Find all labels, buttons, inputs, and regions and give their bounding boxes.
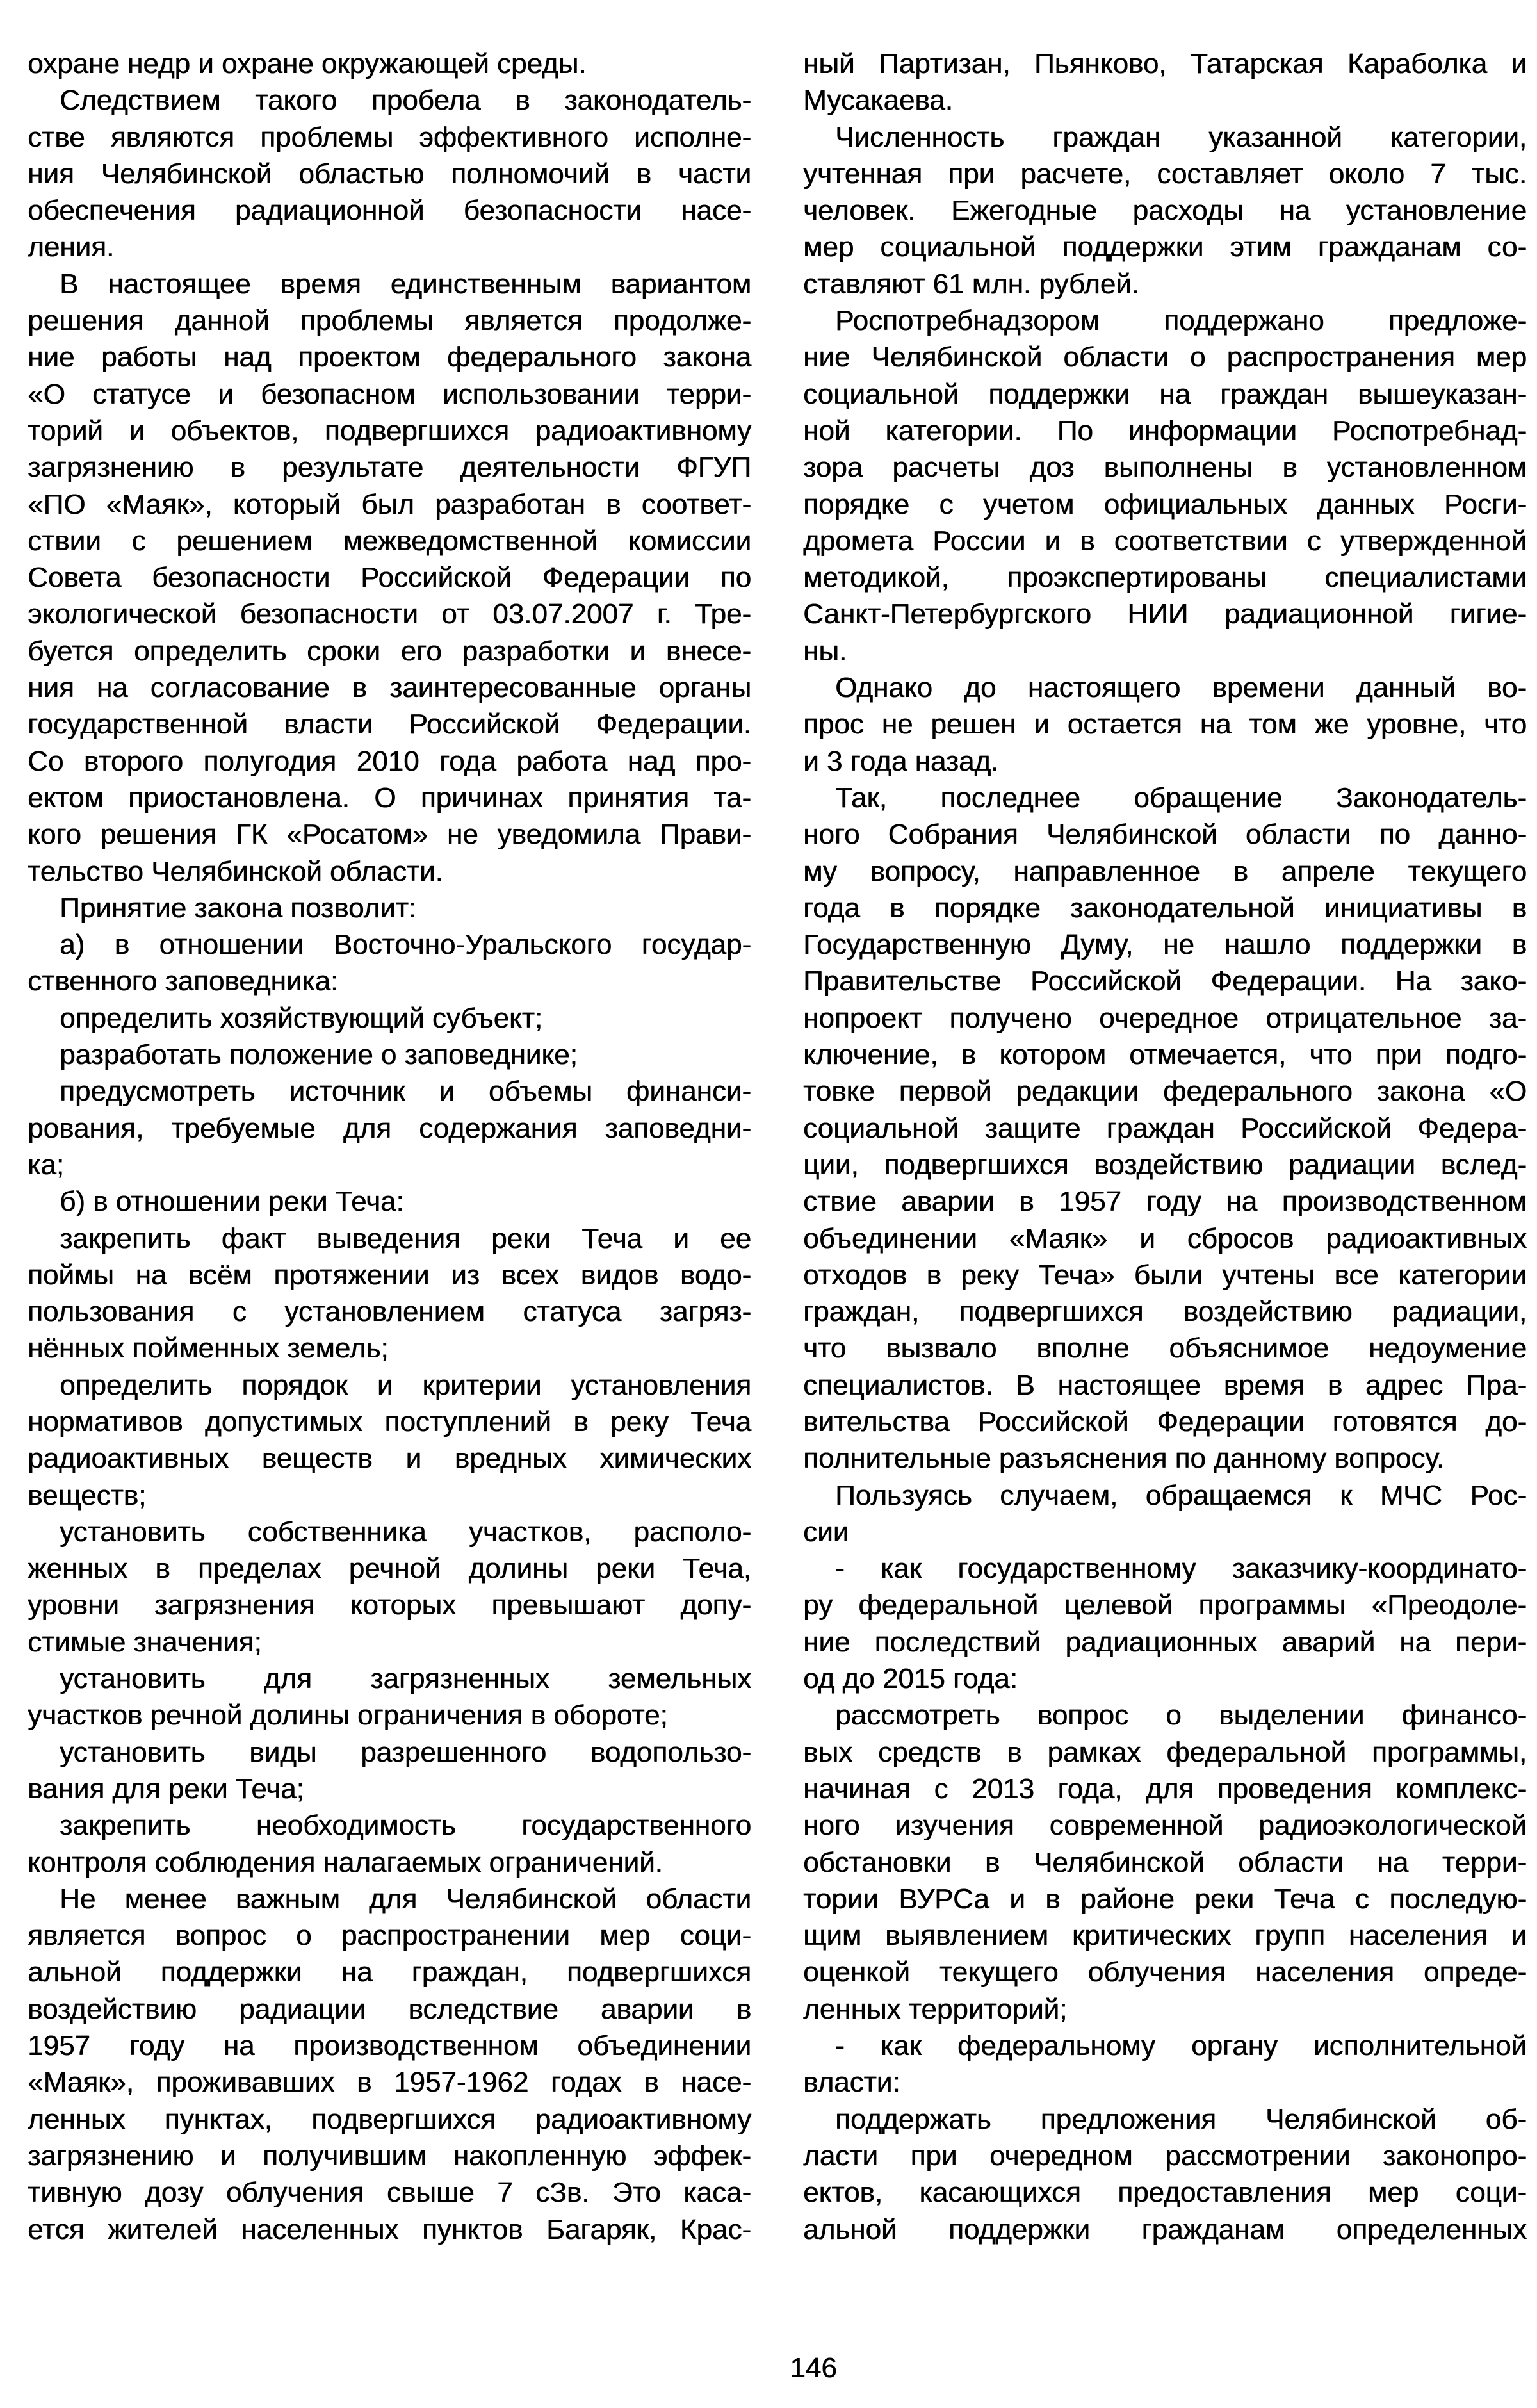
text-line: стимые значения;: [28, 1626, 262, 1658]
text-line: человек. Ежегодные расходы на установление: [803, 195, 1527, 227]
text-line: радиоактивных веществ и вредных химических: [28, 1443, 751, 1475]
text-line: Санкт-Петербургского НИИ радиационной гигие-: [803, 598, 1527, 630]
text-line: альной поддержки гражданам определенных: [803, 2213, 1527, 2245]
paragraph: [28, 890, 751, 926]
paragraph: [803, 1697, 1527, 2027]
text-line: контроля соблюдения налагаемых ограничений.: [28, 1846, 663, 1878]
text-line: ного Собрания Челябинской области по данно-: [803, 819, 1527, 851]
text-line: б) в отношении реки Теча:: [60, 1186, 404, 1218]
paragraph: [28, 1183, 751, 1220]
text-line: предусмотреть источник и объемы финанси-: [60, 1076, 751, 1108]
paragraph: [803, 669, 1527, 780]
text-line: Роспотребнадзором поддержано предложе-: [835, 305, 1527, 337]
text-line: поддержать предложения Челябинской об-: [835, 2103, 1527, 2135]
paragraph: [803, 780, 1527, 1477]
text-line: ставляют 61 млн. рублей.: [803, 268, 1139, 300]
text-line: ется жителей населенных пунктов Багаряк, Крас-: [28, 2213, 751, 2245]
right-column: [803, 45, 1527, 2248]
text-line: альной поддержки на граждан, подвергшихся: [28, 1956, 751, 1988]
text-line: рассмотреть вопрос о выделении финансо-: [835, 1700, 1527, 1732]
text-line: определить хозяйствующий субъект;: [60, 1002, 543, 1034]
text-line: ние Челябинской области о распространения мер: [803, 341, 1527, 373]
text-line: обеспечения радиационной безопасности насе-: [28, 195, 751, 227]
text-line: ления.: [28, 231, 115, 263]
text-line: порядке с учетом официальных данных Росги-: [803, 488, 1527, 520]
text-line: ленных пунктах, подвергшихся радиоактивному: [28, 2103, 751, 2135]
text-line: ру федеральной целевой программы «Преодоле-: [803, 1589, 1527, 1621]
text-line: «Маяк», проживавших в 1957-1962 годах в насе-: [28, 2067, 751, 2099]
paragraph: [28, 1220, 751, 1367]
text-line: Мусакаева.: [803, 85, 953, 117]
text-line: стве являются проблемы эффективного исполне-: [28, 121, 751, 153]
text-line: определить порядок и критерии установления: [60, 1369, 751, 1401]
text-line: уровни загрязнения которых превышают допу-: [28, 1589, 751, 1621]
page-number: 146: [790, 2352, 837, 2384]
text-line: тивную дозу облучения свыше 7 сЗв. Это каса-: [28, 2177, 751, 2209]
paragraph: [28, 82, 751, 265]
text-line: закрепить факт выведения реки Теча и ее: [60, 1222, 751, 1254]
text-line: Так, последнее обращение Законодатель-: [835, 782, 1527, 814]
text-line: зора расчеты доз выполнены в установленном: [803, 452, 1527, 484]
text-line: Численность граждан указанной категории,: [835, 121, 1527, 153]
text-line: охране недр и охране окружающей среды.: [28, 48, 587, 79]
text-line: участков речной долины ограничения в обороте;: [28, 1700, 668, 1732]
text-line: од до 2015 года:: [803, 1663, 1018, 1695]
paragraph: [28, 1514, 751, 1660]
text-line: года в порядке законодательной инициативы в: [803, 892, 1527, 924]
text-line: ние последствий радиационных аварий на пери-: [803, 1626, 1527, 1658]
text-line: ние работы над проектом федерального закона: [28, 341, 751, 373]
text-line: рования, требуемые для содержания заповедни-: [28, 1112, 751, 1144]
text-line: является вопрос о распространении мер соци-: [28, 1920, 751, 1952]
text-line: оценкой текущего облучения населения опреде-: [803, 1956, 1527, 1988]
paragraph: [28, 1036, 751, 1073]
text-line: методикой, проэкспертированы специалистами: [803, 562, 1527, 594]
paragraph: [28, 1367, 751, 1514]
paragraph: [28, 926, 751, 1000]
text-line: граждан, подвергшихся воздействию радиации,: [803, 1296, 1527, 1328]
text-line: полнительные разъяснения по данному вопросу.: [803, 1443, 1445, 1475]
text-line: государственной власти Российской Федерации.: [28, 708, 751, 741]
text-line: вительства Российской Федерации готовятся до-: [803, 1405, 1527, 1437]
paragraph: [803, 1477, 1527, 1551]
paragraph: [28, 266, 751, 890]
text-line: ции, подвергшихся воздействию радиации вслед-: [803, 1149, 1527, 1181]
text-line: ния на согласование в заинтересованные органы: [28, 672, 751, 704]
text-line: ния Челябинской областью полномочий в части: [28, 158, 751, 190]
text-line: специалистов. В настоящее время в адрес Пра-: [803, 1369, 1527, 1401]
text-line: разработать положение о заповеднике;: [60, 1039, 578, 1071]
paragraph: [803, 2101, 1527, 2248]
paragraph: [803, 45, 1527, 119]
text-line: ектов, касающихся предоставления мер соци-: [803, 2177, 1527, 2209]
paragraph: [28, 1881, 751, 2248]
text-line: ствие аварии в 1957 году на производственном: [803, 1186, 1527, 1218]
paragraph: [28, 1734, 751, 1808]
text-line: ный Партизан, Пьянково, Татарская Караболка и: [803, 48, 1527, 79]
text-line: воздействию радиации вследствие аварии в: [28, 1993, 751, 2025]
text-line: тории ВУРСа и в районе реки Теча с последую-: [803, 1883, 1527, 1915]
text-line: - как государственному заказчику-координато-: [835, 1553, 1527, 1585]
text-line: нопроект получено очередное отрицательное за-: [803, 1002, 1527, 1034]
text-line: ектом приостановлена. О причинах принятия та-: [28, 782, 751, 814]
text-line: му вопросу, направленное в апреле текущего: [803, 855, 1527, 887]
text-line: вания для реки Теча;: [28, 1773, 304, 1805]
text-line: а) в отношении Восточно-Уральского государ-: [60, 929, 751, 961]
paragraph: [28, 45, 751, 82]
text-line: Со второго полугодия 2010 года работа над про-: [28, 745, 751, 777]
text-line: женных в пределах речной долины реки Теча,: [28, 1553, 751, 1585]
text-line: закрепить необходимость государственного: [60, 1810, 751, 1842]
text-line: щим выявлением критических групп населения и: [803, 1920, 1527, 1952]
text-line: установить собственника участков, располо-: [60, 1516, 751, 1548]
text-line: поймы на всём протяжении из всех видов водо-: [28, 1259, 751, 1291]
text-line: Не менее важным для Челябинской области: [60, 1883, 751, 1915]
text-line: установить виды разрешенного водопользо-: [60, 1736, 751, 1768]
text-line: вых средств в рамках федеральной программы,: [803, 1736, 1527, 1768]
text-line: ного изучения современной радиоэкологической: [803, 1810, 1527, 1842]
text-line: Однако до настоящего времени данный во-: [835, 672, 1527, 704]
text-line: отходов в реку Теча» были учтены все категории: [803, 1259, 1527, 1291]
text-line: обстановки в Челябинской области на терри-: [803, 1846, 1527, 1878]
text-line: решения данной проблемы является продолже-: [28, 305, 751, 337]
text-line: ной категории. По информации Роспотребнад-: [803, 414, 1527, 446]
text-line: ласти при очередном рассмотрении законопро-: [803, 2140, 1527, 2172]
text-line: власти:: [803, 2067, 900, 2099]
text-line: Государственную Думу, не нашло поддержки в: [803, 929, 1527, 961]
text-line: Следствием такого пробела в законодатель-: [60, 85, 751, 117]
paragraph: [28, 1000, 751, 1036]
text-line: ка;: [28, 1149, 64, 1181]
text-line: ленных территорий;: [803, 1993, 1068, 2025]
text-line: 1957 году на производственном объединении: [28, 2030, 751, 2062]
text-line: Совета безопасности Российской Федерации по: [28, 562, 751, 594]
text-line: пользования с установлением статуса загряз-: [28, 1296, 751, 1328]
paragraph: [803, 302, 1527, 669]
text-line: веществ;: [28, 1479, 147, 1511]
paragraph: [28, 1660, 751, 1734]
text-line: Принятие закона позволит:: [60, 892, 417, 924]
text-line: нормативов допустимых поступлений в реку Теча: [28, 1405, 751, 1437]
text-line: «ПО «Маяк», который был разработан в соответ-: [28, 488, 751, 520]
text-line: ственного заповедника:: [28, 965, 339, 997]
text-line: буется определить сроки его разработки и внесе-: [28, 635, 751, 667]
text-line: и 3 года назад.: [803, 745, 999, 777]
text-line: загрязнению в результате деятельности ФГУП: [28, 452, 751, 484]
text-line: загрязнению и получившим накопленную эффек-: [28, 2140, 751, 2172]
text-line: дромета России и в соответствии с утвержденной: [803, 525, 1527, 557]
text-line: сии: [803, 1516, 849, 1548]
text-line: что вызвало вполне объяснимое недоумение: [803, 1332, 1527, 1364]
paragraph: [28, 1807, 751, 1881]
paragraph: [28, 1073, 751, 1183]
text-line: социальной поддержки на граждан вышеуказан-: [803, 378, 1527, 410]
text-line: - как федеральному органу исполнительной: [835, 2030, 1527, 2062]
paragraph: [803, 2027, 1527, 2101]
paragraph: [803, 119, 1527, 302]
text-line: торий и объектов, подвергшихся радиоактивному: [28, 414, 751, 446]
text-line: учтенная при расчете, составляет около 7 тыс.: [803, 158, 1527, 190]
text-line: ны.: [803, 635, 847, 667]
text-line: начиная с 2013 года, для проведения комплекс-: [803, 1773, 1527, 1805]
paragraph: [803, 1550, 1527, 1697]
text-line: товке первой редакции федерального закона «О: [803, 1076, 1527, 1108]
text-line: мер социальной поддержки этим гражданам со-: [803, 231, 1527, 263]
text-line: объединении «Маяк» и сбросов радиоактивных: [803, 1222, 1527, 1254]
text-line: Пользуясь случаем, обращаемся к МЧС Рос-: [835, 1479, 1527, 1511]
text-line: тельство Челябинской области.: [28, 855, 443, 887]
text-line: социальной защите граждан Российской Федера-: [803, 1112, 1527, 1144]
left-column: [28, 45, 751, 2248]
text-line: «О статусе и безопасном использовании терри-: [28, 378, 751, 410]
text-line: Правительстве Российской Федерации. На зако-: [803, 965, 1527, 997]
text-line: нённых пойменных земель;: [28, 1332, 389, 1364]
text-line: экологической безопасности от 03.07.2007 г. Тре-: [28, 598, 751, 630]
text-line: прос не решен и остается на том же уровне, что: [803, 708, 1527, 741]
text-line: кого решения ГК «Росатом» не уведомила Прави-: [28, 819, 751, 851]
text-line: ключение, в котором отмечается, что при подго-: [803, 1039, 1527, 1071]
text-line: ствии с решением межведомственной комиссии: [28, 525, 751, 557]
text-line: установить для загрязненных земельных: [60, 1663, 751, 1695]
text-line: В настоящее время единственным вариантом: [60, 268, 751, 300]
